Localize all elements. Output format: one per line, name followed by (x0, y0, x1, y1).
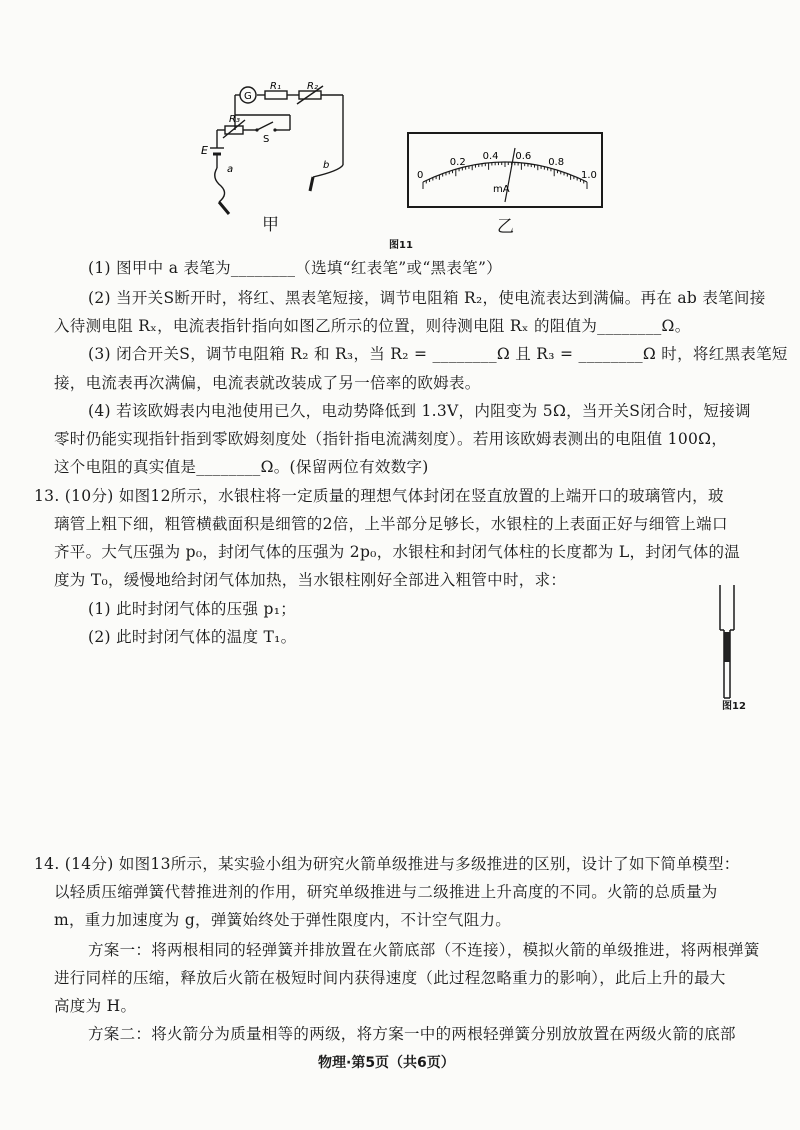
q14-line-4: 方案一：将两根相同的轻弹簧并排放置在火箭底部（不连接），模拟火箭的单级推进，将两根弹簧 (88, 941, 760, 959)
label-r2: R₂ (307, 81, 318, 92)
q12-line-2: (2) 当开关S断开时，将红、黑表笔短接，调节电阻箱 R₂，使电流表达到满偏。再在 ab 表笔间接 (88, 289, 766, 307)
mercury-column (725, 632, 730, 662)
q13-line-6: (2) 此时封闭气体的温度 T₁。 (88, 628, 297, 646)
q12-line-8: 这个电阻的真实值是________Ω。(保留两位有效数字) (54, 458, 429, 476)
dial-tick-label: 0.2 (449, 157, 466, 169)
q12-line-5: 接，电流表再次满偏，电流表就改装成了另一倍率的欧姆表。 (54, 374, 481, 392)
q12-line-4: (3) 闭合开关S，调节电阻箱 R₂ 和 R₃，当 R₂ = ________Ω 且 R₃ = ________Ω 时，将红黑表笔短 (88, 345, 788, 363)
q12-line-3: 入待测电阻 Rₓ，电流表指针指向如图乙所示的位置，则待测电阻 Rₓ 的阻值为________Ω。 (54, 317, 691, 335)
dial-tick-label: 0.4 (482, 150, 499, 162)
q12-line-7: 零时仍能实现指针指到零欧姆刻度处（指针指电流满刻度）。若用该欧姆表测出的电阻值 100Ω， (54, 430, 728, 448)
ammeter-dial-yi (405, 130, 605, 210)
dial-tick-label: 0.6 (515, 150, 532, 162)
figure-yi-label: 乙 (497, 217, 515, 237)
q13-line-1: 13. (10分) 如图12所示，水银柱将一定质量的理想气体封闭在竖直放置的上端开口的玻璃管内，玻 (34, 487, 724, 505)
q13-line-5: (1) 此时封闭气体的压强 p₁； (88, 600, 297, 618)
q14-line-7: 方案二：将火箭分为质量相等的两级，将方案一中的两根轻弹簧分别放放置在两级火箭的底部 (88, 1025, 736, 1043)
q13-line-4: 度为 T₀，缓慢地给封闭气体加热，当水银柱刚好全部进入粗管中时，求： (54, 571, 567, 589)
glass-tube-figure (712, 580, 752, 705)
label-b: b (323, 160, 330, 171)
dial-tick-label: 0.8 (548, 157, 565, 169)
q14-line-1: 14. (14分) 如图13所示，某实验小组为研究火箭单级推进与多级推进的区别，设计了如下简单模型： (34, 855, 740, 873)
galvanometer-label: G (244, 91, 252, 102)
dial-tick-label: 0 (417, 170, 424, 181)
q14-line-5: 进行同样的压缩，释放后火箭在极短时间内获得速度（此过程忽略重力的影响），此后上升的最大 (54, 969, 726, 987)
page-footer: 物理·第5页（共6页） (318, 1055, 455, 1071)
dial-tick-label: 1.0 (581, 170, 597, 181)
circuit-diagram-jia (195, 80, 365, 215)
q14-line-3: m，重力加速度为 g，弹簧始终处于弹性限度内，不计空气阻力。 (54, 911, 512, 929)
label-e: E (201, 144, 208, 157)
q12-line-6: (4) 若该欧姆表内电池使用已久，电动势降低到 1.3V，内阻变为 5Ω，当开关S闭合时，短接调 (88, 402, 751, 420)
meter-unit: mA (493, 184, 510, 195)
q14-line-2: 以轻质压缩弹簧代替推进剂的作用，研究单级推进与二级推进上升高度的不同。火箭的总质量为 (54, 883, 718, 901)
q13-line-2: 璃管上粗下细，粗管横截面积是细管的2倍，上半部分足够长，水银柱的上表面正好与细管上端口 (54, 515, 728, 533)
label-a: a (227, 164, 234, 175)
q13-line-3: 齐平。大气压强为 p₀，封闭气体的压强为 2p₀，水银柱和封闭气体柱的长度都为 L，封闭气体的温 (54, 543, 741, 561)
figure11-caption: 图11 (389, 240, 413, 251)
figure12-caption: 图12 (722, 701, 746, 712)
q14-line-6: 高度为 H。 (54, 997, 137, 1015)
q12-line-1: (1) 图甲中 a 表笔为________（选填“红表笔”或“黑表笔”） (88, 259, 502, 277)
figure-jia-label: 甲 (262, 215, 280, 235)
label-r1: R₁ (270, 81, 281, 92)
label-s: S (263, 134, 270, 145)
label-r3: R₃ (229, 114, 240, 125)
